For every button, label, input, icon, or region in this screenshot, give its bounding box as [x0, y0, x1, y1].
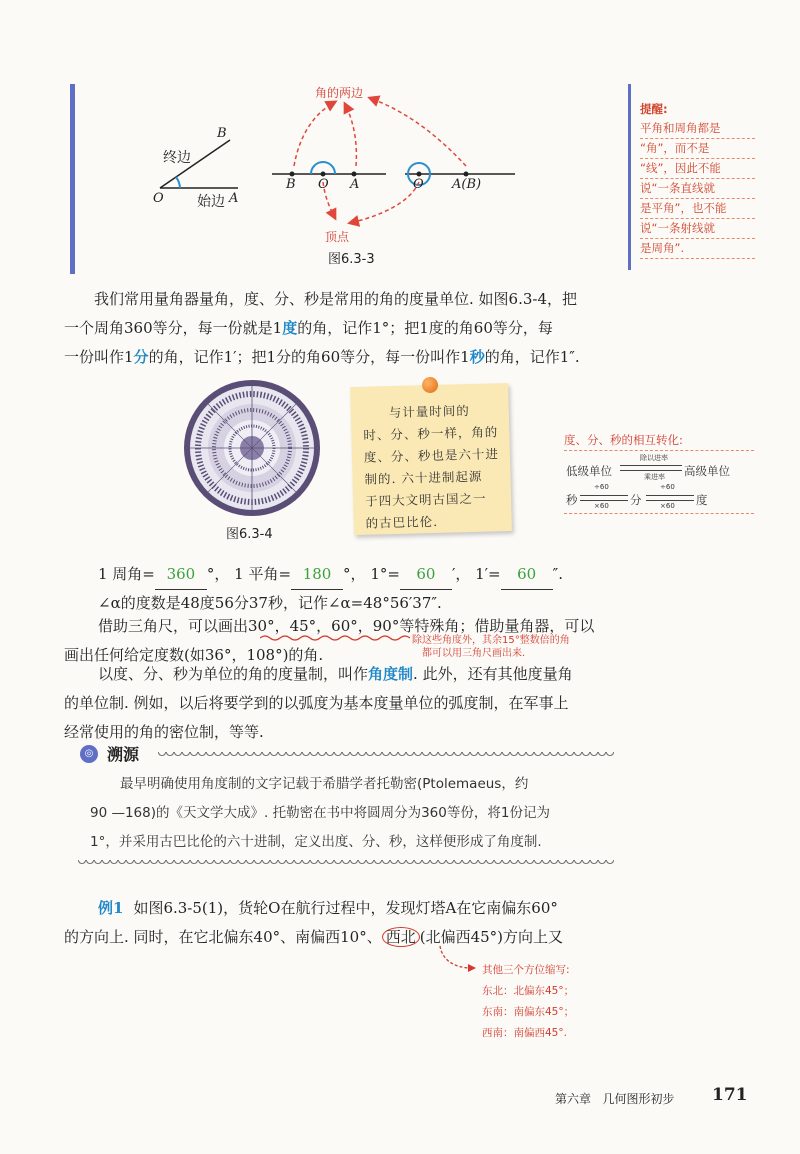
- sec-label: 秒: [566, 493, 578, 507]
- example-1-line-2: 的方向上. 同时，在它北偏东40°、南偏西10°、 西北 (北偏西45°)方向上又: [64, 928, 564, 946]
- protractor-image: [182, 378, 322, 518]
- sticky-line-6: 的古巴比伦.: [365, 513, 439, 531]
- tip-line-7: 是周角”.: [640, 239, 755, 259]
- direction-arrow: [438, 944, 478, 974]
- arrow-right-min: [646, 495, 694, 496]
- example-1-line-1: 例1 如图6.3-5(1)，货轮O在航行过程中，发现灯塔A在它南偏东60°: [98, 899, 558, 917]
- conversion-note: [564, 432, 754, 514]
- div60-label-1: ÷60: [594, 483, 609, 491]
- pin-icon: [422, 377, 438, 393]
- deg-label: 度: [696, 493, 708, 507]
- blank-degree-minutes: 60: [400, 560, 452, 590]
- tip-box: [628, 84, 755, 270]
- alpha-line: ∠α的度数是48度56分37秒，记作∠α=48°56′37″.: [98, 594, 442, 612]
- direction-note-item-2: 东南：南偏东45°；: [482, 1006, 575, 1018]
- tip-line-4: 说“一条直线就: [640, 179, 755, 199]
- term-degree-system: 角度制: [368, 665, 414, 683]
- system-line-2: 的单位制. 例如，以后将要学到的以弧度为基本度量单位的弧度制，在军事上: [64, 694, 569, 712]
- sticky-line-5: 于四大文明古国之一: [364, 490, 487, 509]
- label-initial-side: 始边: [197, 194, 225, 210]
- arrow-left-sec: [580, 500, 628, 501]
- arrow-left-min: [646, 500, 694, 501]
- conversion-row-sec: [564, 485, 754, 514]
- para1-line3: 一份叫作1分的角，记作1′；把1分的角60等分，每一份叫作1秒的角，记作1″.: [64, 348, 580, 366]
- sticky-note: [350, 383, 512, 535]
- sticky-line-1: 与计量时间的: [388, 402, 470, 421]
- direction-note-item-1: 东北：北偏东45°；: [482, 985, 575, 997]
- point-A-straight: A: [350, 177, 360, 192]
- arrow-right-sec: [580, 495, 628, 496]
- triangle-line-1: 借助三角尺，可以画出30°，45°，60°，90°等特殊角；借助量角器，可以: [98, 617, 595, 635]
- conversion-title: 度、分、秒的相互转化:: [564, 432, 754, 451]
- system-paragraph: [64, 660, 634, 747]
- tip-title: 提醒:: [640, 102, 668, 116]
- red-annotation: [412, 634, 570, 660]
- arrow-bottom-label: 乘进率: [644, 473, 665, 481]
- div60-label-2: ÷60: [660, 483, 675, 491]
- direction-note-title: 其他三个方位缩写:: [482, 964, 570, 976]
- origin-line-1: 最早明确使用角度制的文字记载于希腊学者托勒密(Ptolemaeus，约: [120, 776, 529, 792]
- left-accent-bar: [70, 84, 75, 274]
- term-minute: 分: [133, 348, 149, 366]
- high-unit-label: 高级单位: [684, 464, 730, 478]
- point-AB-full: A(B): [452, 177, 482, 192]
- label-terminal-side: 终边: [163, 150, 191, 166]
- origin-bottom-wave: [78, 860, 614, 866]
- direction-note-item-3: 西南：南偏西45°.: [482, 1027, 567, 1039]
- origin-line-2: 90 —168)的《天文学大成》. 托勒密在书中将圆周分为360等份，将1份记为: [90, 805, 550, 821]
- page-number: 171: [712, 1085, 748, 1105]
- mul60-label-1: ×60: [594, 502, 609, 510]
- tip-line-5: 是平角”，也不能: [640, 199, 755, 219]
- fill-in-line: 1 周角= 360 °， 1 平角= 180 °， 1°= 60 ′， 1′= 60 ″.: [98, 560, 563, 590]
- example-label: 例1: [98, 899, 124, 917]
- para1-line1: 我们常用量角器量角，度、分、秒是常用的角的度量单位. 如图6.3-4，把: [94, 290, 578, 308]
- tip-line-2: “角”，而不是: [640, 139, 755, 159]
- origin-body: [90, 770, 620, 857]
- sticky-line-2: 时、分、秒一样，角的: [363, 424, 499, 443]
- min-label: 分: [630, 493, 642, 507]
- term-degree: 度: [282, 319, 298, 337]
- conversion-row-units: [564, 455, 754, 481]
- red-annotation-line-2: 都可以用三角尺画出来.: [422, 648, 526, 659]
- arrow-top-label: 除以进率: [640, 454, 668, 462]
- example-1: [64, 894, 644, 952]
- blank-full-angle: 360: [155, 560, 207, 590]
- sticky-line-3: 度、分、秒也是六十进: [363, 446, 500, 465]
- point-B-left: B: [217, 126, 227, 141]
- para1-line2: 一个周角360等分，每一份就是1度的角，记作1°；把1度的角60等分，每: [64, 319, 553, 337]
- system-line-1: 以度、分、秒为单位的角的度量制，叫作角度制. 此外，还有其他度量角: [98, 665, 573, 683]
- tip-line-3: “线”，因此不能: [640, 159, 755, 179]
- circled-northwest: 西北: [382, 927, 420, 947]
- triangle-line-2: 画出任何给定度数(如36°，108°)的角.: [64, 646, 324, 664]
- origin-title: 溯源: [107, 745, 140, 764]
- sticky-line-4: 制的. 六十进制起源: [364, 468, 483, 487]
- point-A-left: A: [229, 191, 239, 206]
- arrow-left: [620, 470, 682, 471]
- arrow-right: [620, 465, 682, 466]
- tip-line-6: 说“一条射线就: [640, 219, 755, 239]
- point-O-left: O: [153, 191, 164, 206]
- term-second: 秒: [469, 348, 485, 366]
- origin-top-wave: [158, 752, 614, 758]
- direction-note: [482, 960, 574, 1044]
- red-annotation-line-1: 除这些角度外，其余15°整数倍的角: [412, 635, 570, 646]
- tip-line-1: 平角和周角都是: [640, 119, 755, 139]
- figure-caption-6-3-4: 图6.3-4: [226, 527, 273, 542]
- footer-chapter: 第六章 几何图形初步: [555, 1092, 675, 1106]
- mul60-label-2: ×60: [660, 502, 675, 510]
- label-vertex: 顶点: [325, 230, 350, 244]
- origin-line-3: 1°，并采用古巴比伦的六十进制，定义出度、分、秒，这样便形成了角度制.: [90, 834, 542, 850]
- paragraph-units: [64, 285, 634, 372]
- low-unit-label: 低级单位: [566, 464, 612, 478]
- point-B-straight: B: [286, 177, 296, 192]
- point-O-full: O: [413, 177, 424, 192]
- system-line-3: 经常使用的角的密位制，等等.: [64, 723, 264, 741]
- point-O-straight: O: [318, 177, 329, 192]
- origin-icon: ◎: [80, 745, 98, 763]
- blank-minute-seconds: 60: [501, 560, 553, 590]
- angle-arc: [176, 177, 180, 188]
- label-edges-of-angle: 角的两边: [315, 86, 364, 100]
- blank-straight-angle: 180: [291, 560, 343, 590]
- figure-caption-6-3-3: 图6.3-3: [328, 252, 375, 267]
- underline-wavy-red: [260, 634, 410, 642]
